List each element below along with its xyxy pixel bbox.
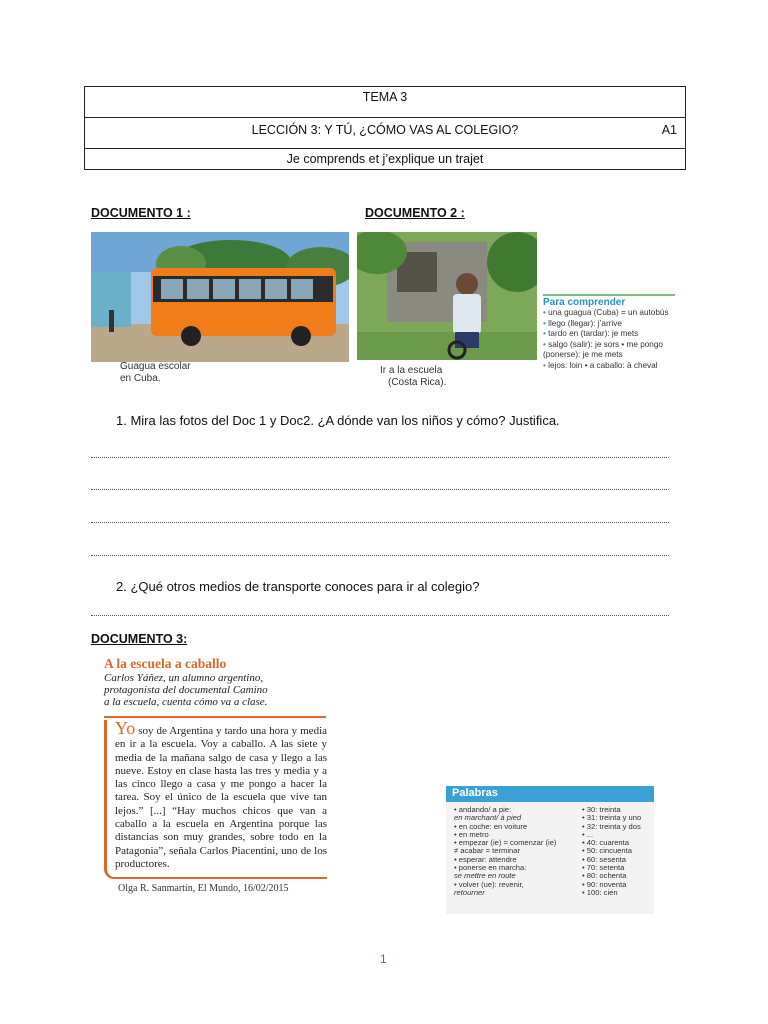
article-dropcap: Yo — [115, 718, 136, 738]
palabras-item: se mettre en route — [454, 871, 516, 881]
vocab-item: • una guagua (Cuba) = un autobús — [543, 308, 669, 317]
number-item: • ... — [582, 829, 594, 839]
palabras-item: • empezar (ie) = comenzar (ie) — [454, 838, 557, 848]
article-title: A la escuela a caballo — [104, 656, 227, 671]
school-bus-photo — [91, 232, 349, 362]
doc2-caption-line2: (Costa Rica). — [388, 377, 447, 388]
doc1-caption-line2: en Cuba. — [120, 373, 161, 384]
article-body-text: soy de Argentina y tardo una hora y media en ir a la escuela. Voy a caballo. A las siete y media de la mañana salgo de casa y llego a las nueve. Estoy en clase hasta las tres y media y a las cinco llego a casa y me pongo a hacer la tarea. Soy el único de la escuela que vive tan lejos.” [...] “Hay muchos chicos que van a caballo a la escuela en Argentina porque las distancias son muy grandes, sobre todo en la Patagonia”, señala Carlos Piacentini, uno de los productores. — [115, 725, 328, 870]
doc2-caption — [380, 365, 446, 389]
answer-line — [91, 488, 669, 490]
palabras-item: ≠ acabar = terminar — [454, 846, 521, 856]
palabras-right-column — [582, 806, 652, 897]
palabras-item: • ponerse en marcha: — [454, 863, 527, 873]
number-item: • 100: cien — [582, 887, 618, 897]
vocab-item: • lejos: loin • a caballo: à cheval — [543, 360, 658, 370]
article-subtitle-1: Carlos Yáñez, un alumno argentino, — [104, 672, 264, 684]
article-subtitle-2: protagonista del documental Camino — [104, 684, 268, 696]
tema-title: TEMA 3 — [362, 90, 408, 104]
number-item: • 60: sesenta — [582, 854, 627, 864]
answer-line — [91, 521, 669, 523]
palabras-item: • andando/ a pie: — [454, 805, 512, 814]
number-item: • 90: noventa — [582, 879, 627, 889]
vocab-item: (ponerse): je me mets — [543, 350, 623, 359]
girl-on-bike-photo — [357, 232, 537, 360]
doc1-caption — [120, 361, 191, 385]
answer-line — [91, 456, 669, 458]
article-source: Olga R. Sanmartín, El Mundo, 16/02/2015 — [118, 883, 289, 895]
doc3-label: DOCUMENTO 3: — [91, 632, 188, 646]
palabras-item: • en metro — [454, 829, 489, 839]
lesson-header-table — [84, 86, 686, 170]
palabras-item: retourner — [454, 887, 485, 897]
vocab-item: • tardo en (tardar): je mets — [543, 329, 639, 338]
palabras-item: • en coche: en voiture — [454, 821, 528, 831]
para-comprender-box — [543, 294, 675, 371]
answer-line — [91, 614, 669, 616]
number-item: • 32: treinta y dos — [582, 821, 641, 831]
article-a-la-escuela-a-caballo — [104, 656, 332, 916]
doc2-label: DOCUMENTO 2 : — [365, 206, 465, 220]
article-body — [115, 718, 328, 871]
number-item: • 80: ochenta — [582, 871, 627, 881]
doc1-label: DOCUMENTO 1 : — [91, 206, 191, 220]
number-item: • 30: treinta — [582, 805, 621, 814]
page-number: 1 — [380, 952, 387, 966]
doc1-caption-line1: Guagua escolar — [120, 361, 191, 372]
leccion-title: LECCIÓN 3: Y TÚ, ¿CÓMO VAS AL COLEGIO? — [251, 123, 519, 137]
question-2: 2. ¿Qué otros medios de transporte conoces para ir al colegio? — [116, 579, 480, 594]
level-badge: A1 — [661, 123, 677, 137]
vocab-item: • salgo (salir): je sors • me pongo — [543, 339, 663, 349]
answer-line — [91, 554, 669, 556]
header-row-tema — [85, 87, 685, 118]
palabras-item: • esperar: attendre — [454, 854, 517, 864]
number-item: • 70: setenta — [582, 863, 625, 873]
palabras-item: en marchant/ à pied — [454, 813, 522, 823]
palabras-title: Palabras — [446, 786, 654, 802]
header-row-objetivo — [85, 149, 685, 169]
palabras-box — [446, 786, 654, 914]
header-row-leccion — [85, 118, 685, 149]
doc2-caption-line1: Ir a la escuela — [380, 365, 443, 376]
vocab-item: • llego (llegar): j’arrive — [543, 318, 622, 328]
palabras-left-column — [454, 806, 579, 897]
para-comprender-title: Para comprender — [543, 294, 675, 308]
number-item: • 31: treinta y uno — [582, 813, 642, 823]
number-item: • 40: cuarenta — [582, 838, 629, 848]
objective-text: Je comprends et j’explique un trajet — [286, 152, 484, 166]
number-item: • 50: cincuenta — [582, 846, 632, 856]
question-1: 1. Mira las fotos del Doc 1 y Doc2. ¿A dónde van los niños y cómo? Justifica. — [116, 413, 560, 428]
article-subtitle-3: a la escuela, cuenta cómo va a clase. — [104, 696, 268, 708]
palabras-item: • volver (ue): revenir, — [454, 879, 524, 889]
